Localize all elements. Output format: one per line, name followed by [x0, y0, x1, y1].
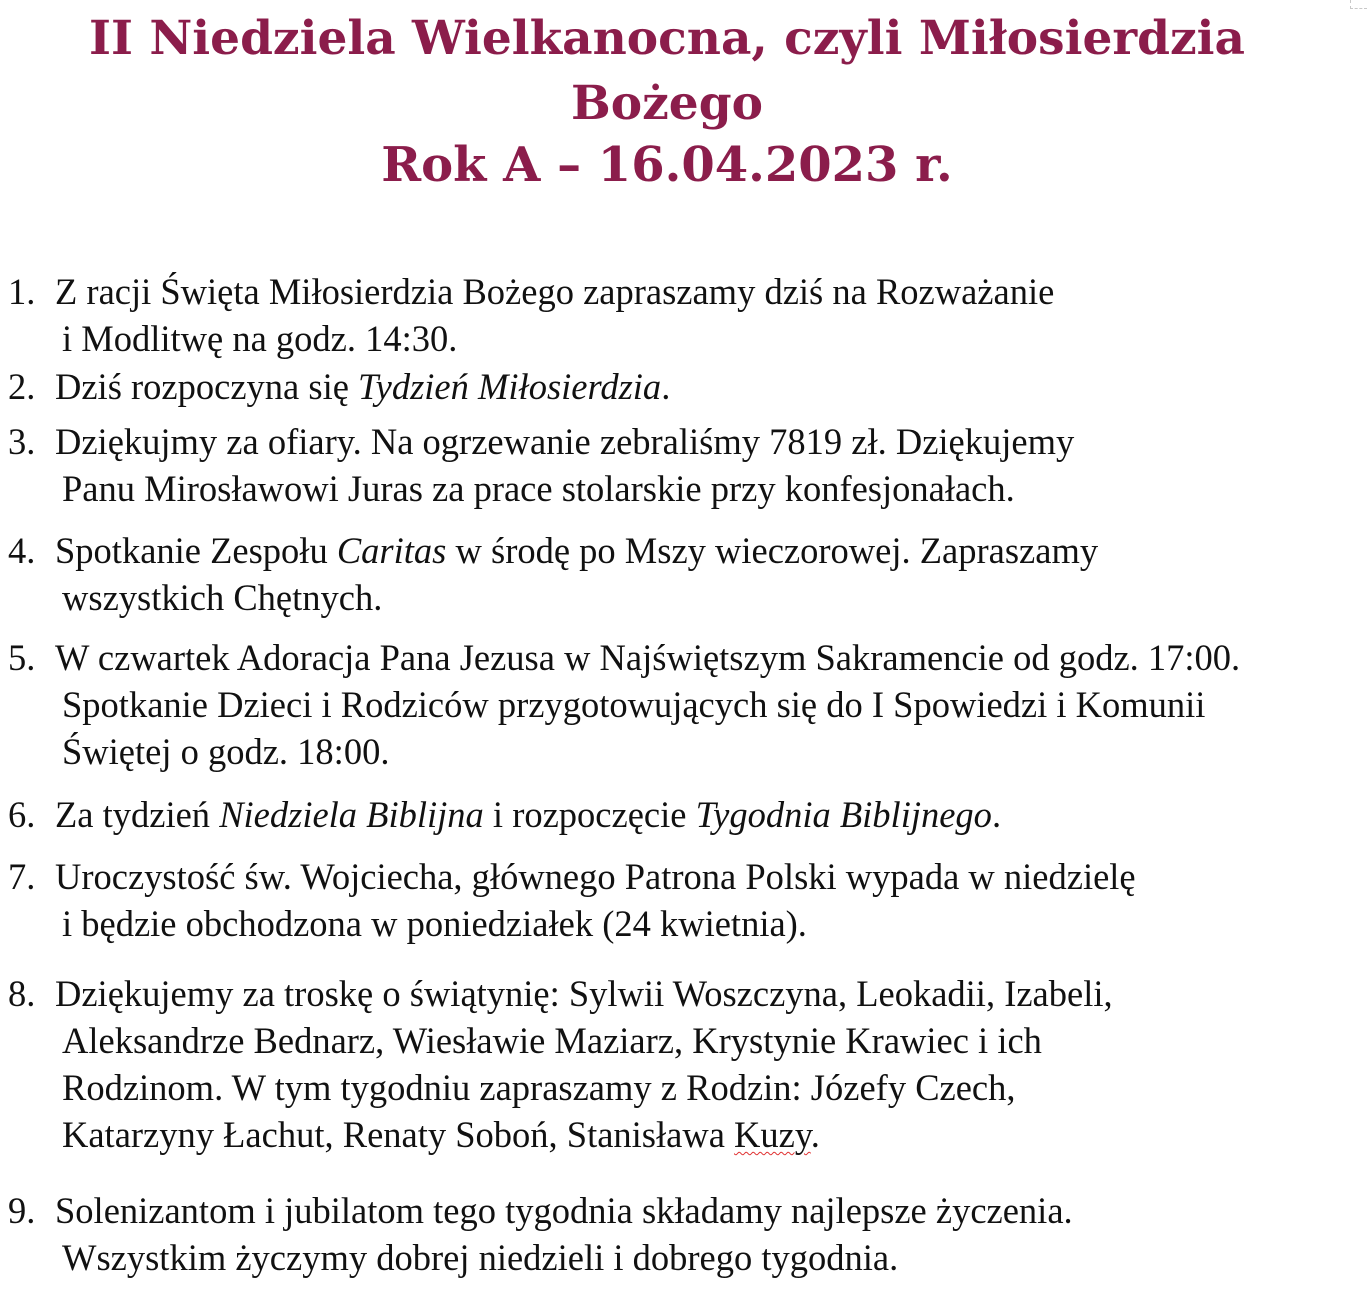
- list-item: [8, 970, 1363, 1158]
- item-text-part: .: [661, 366, 671, 407]
- item-text: [55, 853, 1363, 947]
- item-number: 9.: [8, 1190, 36, 1231]
- item-text-part: Za tydzień: [55, 794, 220, 835]
- page-title-continuation: Bożego: [571, 76, 763, 131]
- item-number: 6.: [8, 794, 36, 835]
- item-line: Świętej o godz. 18:00.: [62, 731, 390, 772]
- item-line: Dziękujemy za troskę o świątynię: Sylwii Woszczyna, Leokadii, Izabeli,: [55, 973, 1113, 1014]
- item-line: Solenizantom i jubilatom tego tygodnia składamy najlepsze życzenia.: [55, 1190, 1073, 1231]
- item-line: [55, 530, 1098, 571]
- item-number: 2.: [8, 366, 36, 407]
- item-text-part: Dziś rozpoczyna się: [55, 366, 359, 407]
- list-item: [8, 1187, 1363, 1281]
- item-text: [55, 634, 1363, 775]
- item-text: [55, 527, 1363, 621]
- item-text-part: w środę po Mszy wieczorowej. Zapraszamy: [446, 530, 1099, 571]
- item-line: W czwartek Adoracja Pana Jezusa w Najświętszym Sakramencie od godz. 17:00.: [55, 637, 1241, 678]
- item-line: i będzie obchodzona w poniedziałek (24 kwietnia).: [62, 903, 807, 944]
- item-line: Wszystkim życzymy dobrej niedzieli i dobrego tygodnia.: [62, 1237, 899, 1278]
- page-corner-marker: [1350, 0, 1367, 9]
- item-number: 4.: [8, 530, 36, 571]
- item-line: Panu Mirosławowi Juras za prace stolarskie przy konfesjonałach.: [62, 468, 1015, 509]
- item-line: wszystkich Chętnych.: [62, 577, 383, 618]
- list-item: [8, 268, 1363, 362]
- page-header: [0, 6, 1334, 198]
- item-italic-text: Caritas: [336, 530, 447, 571]
- item-number: 8.: [8, 973, 36, 1014]
- item-line: Aleksandrze Bednarz, Wiesławie Maziarz, Krystynie Krawiec i ich: [62, 1020, 1042, 1061]
- item-text: [55, 268, 1363, 362]
- item-line: Dziękujmy za ofiary. Na ogrzewanie zebraliśmy 7819 zł. Dziękujemy: [55, 421, 1075, 462]
- item-italic-text: Niedziela Biblijna: [219, 794, 484, 835]
- item-line: i Modlitwę na godz. 14:30.: [62, 318, 458, 359]
- item-text-part: .: [810, 1114, 820, 1155]
- item-number: 1.: [8, 271, 36, 312]
- item-text: [55, 970, 1363, 1158]
- item-text: [55, 1187, 1363, 1281]
- item-text: [55, 363, 1363, 410]
- item-text-part: i rozpoczęcie: [483, 794, 696, 835]
- item-text-part: Spotkanie Zespołu: [55, 530, 337, 571]
- item-line: Z racji Święta Miłosierdzia Bożego zapraszamy dziś na Rozważanie: [55, 271, 1055, 312]
- page-title: II Niedziela Wielkanocna, czyli Miłosierdzia: [89, 11, 1245, 66]
- item-text: [55, 791, 1363, 838]
- list-item: [8, 363, 1363, 410]
- item-text-part: .: [991, 794, 1002, 835]
- item-number: 5.: [8, 637, 36, 678]
- list-item: [8, 418, 1363, 512]
- list-item: [8, 634, 1363, 775]
- list-item: [8, 527, 1363, 621]
- item-number: 7.: [8, 856, 36, 897]
- item-text-part: Katarzyny Łachut, Renaty Soboń, Stanisława: [62, 1114, 735, 1155]
- item-italic-text: Tydzień Miłosierdzia: [358, 366, 662, 407]
- item-text: [55, 418, 1363, 512]
- item-line: [55, 1111, 1363, 1158]
- list-item: [8, 791, 1363, 838]
- item-number: 3.: [8, 421, 36, 462]
- spellcheck-marked-word: Kuzy: [734, 1114, 811, 1155]
- item-line: Spotkanie Dzieci i Rodziców przygotowujących się do I Spowiedzi i Komunii: [62, 684, 1206, 725]
- item-line: Rodzinom. W tym tygodniu zapraszamy z Rodzin: Józefy Czech,: [62, 1067, 1016, 1108]
- page-date-line: Rok A – 16.04.2023 r.: [381, 137, 953, 193]
- item-italic-text: Tygodnia Biblijnego: [695, 794, 992, 835]
- list-item: [8, 853, 1363, 947]
- item-line: Uroczystość św. Wojciecha, głównego Patrona Polski wypada w niedzielę: [55, 856, 1136, 897]
- announcements-list: [8, 268, 1363, 1281]
